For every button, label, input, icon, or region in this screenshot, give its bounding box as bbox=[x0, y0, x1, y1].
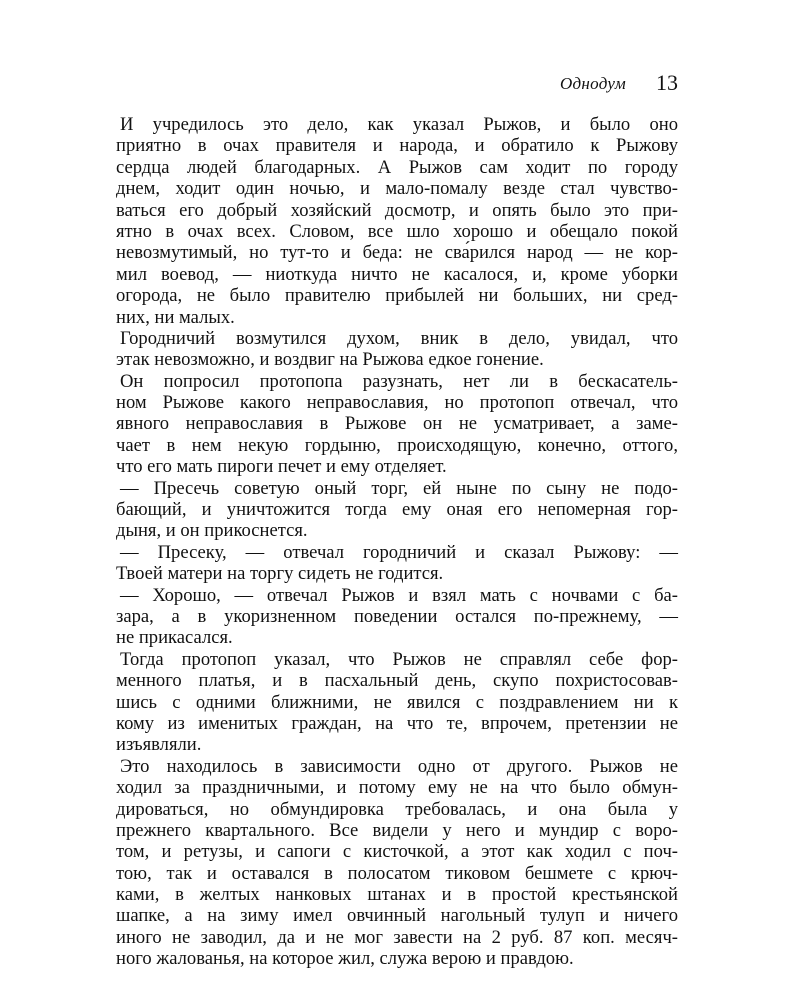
text-line: зара, а в укоризненном поведении остался по-прежнему, — bbox=[116, 605, 678, 627]
text-line: них, ни малых. bbox=[116, 306, 235, 328]
text-line: Твоей матери на торгу сидеть не годится. bbox=[116, 563, 444, 585]
text-line: ном Рыжове какого неправославия, но протопоп отвечал, что bbox=[116, 392, 678, 414]
text-line: кому из именитых граждан, на что те, впрочем, претензии не bbox=[116, 712, 678, 734]
text-line: Он попросил протопопа разузнать, нет ли в бескасатель- bbox=[120, 370, 678, 392]
text-line: что его мать пироги печет и ему отделяет. bbox=[116, 456, 447, 478]
text-line: изъявляли. bbox=[116, 734, 202, 756]
page-header bbox=[116, 70, 678, 100]
text-line: шись с одними ближними, не явился с поздравлением ни к bbox=[116, 691, 678, 713]
page-number: 13 bbox=[656, 70, 678, 95]
text-line: — Пресеку, — отвечал городничий и сказал Рыжову: — bbox=[120, 541, 678, 563]
text-line: ваться его добрый хозяйский досмотр, и опять было это при- bbox=[116, 199, 678, 221]
text-line: дироваться, но обмундировка требовалась, и она была у bbox=[116, 798, 678, 820]
text-line: огорода, не было правителю прибылей ни больших, ни сред- bbox=[116, 285, 678, 307]
running-title: Однодум bbox=[559, 74, 626, 93]
text-line: ятно в очах всех. Словом, все шло хорошо и обещало покой bbox=[116, 220, 678, 242]
text-line: том, и ретузы, и сапоги с кисточкой, а этот как ходил с поч- bbox=[116, 841, 678, 863]
text-line: явного неправославия в Рыжове он не усматривает, а заме- bbox=[116, 413, 678, 435]
text-line: этак невозможно, и воздвиг на Рыжова едкое гонение. bbox=[116, 349, 544, 371]
text-line: Это находилось в зависимости одно от другого. Рыжов не bbox=[120, 755, 678, 777]
text-line: И учредилось это дело, как указал Рыжов, и было оно bbox=[120, 114, 678, 135]
text-line: дыня, и он прикоснется. bbox=[116, 520, 308, 542]
text-line: чает в нем некую гордыню, происходящую, конечно, оттого, bbox=[116, 434, 678, 456]
text-line: прежнего квартального. Все видели у него и мундир с воро- bbox=[116, 819, 678, 841]
text-line: ками, в желтых нанковых штанах и в простой крестьянской bbox=[116, 884, 678, 906]
text-line: днем, ходит один ночью, и мало-помалу везде стал чувство- bbox=[116, 178, 678, 200]
text-line: — Хорошо, — отвечал Рыжов и взял мать с ночвами с ба- bbox=[120, 584, 678, 606]
text-line: бающий, и уничтожится тогда ему оная его непомерная гор- bbox=[116, 499, 678, 521]
text-line: ходил за праздничными, и потому ему не на что было обмун- bbox=[116, 777, 678, 799]
text-line: мил воевод, — ниоткуда ничто не касалося, и, кроме уборки bbox=[116, 263, 678, 285]
text-line: шапке, а на зиму имел овчинный нагольный тулуп и ничего bbox=[116, 905, 678, 927]
text-line: тою, так и оставался в полосатом тиковом бешмете с крюч- bbox=[116, 862, 678, 884]
text-line: ного жалованья, на которое жил, служа верою и правдою. bbox=[116, 948, 574, 970]
text-line: сердца людей благодарных. А Рыжов сам ходит по городу bbox=[116, 156, 678, 178]
text-line: приятно в очах правителя и народа, и обратило к Рыжову bbox=[116, 135, 678, 157]
body-text bbox=[116, 114, 678, 970]
text-line: — Пресечь советую оный торг, ей ныне по сыну не подо- bbox=[120, 477, 678, 499]
text-line: Тогда протопоп указал, что Рыжов не справлял себе фор- bbox=[120, 648, 678, 670]
text-line: не прикасался. bbox=[116, 627, 233, 649]
text-line: менного платья, и в пасхальный день, скупо похристосовав- bbox=[116, 670, 678, 692]
text-line: иного не заводил, да и не мог завести на 2 руб. 87 коп. месяч- bbox=[116, 926, 678, 948]
text-line: Городничий возмутился духом, вник в дело, увидал, что bbox=[120, 327, 678, 349]
text-line: невозмутимый, но тут-то и беда: не сва́рился народ — не кор- bbox=[116, 242, 678, 264]
